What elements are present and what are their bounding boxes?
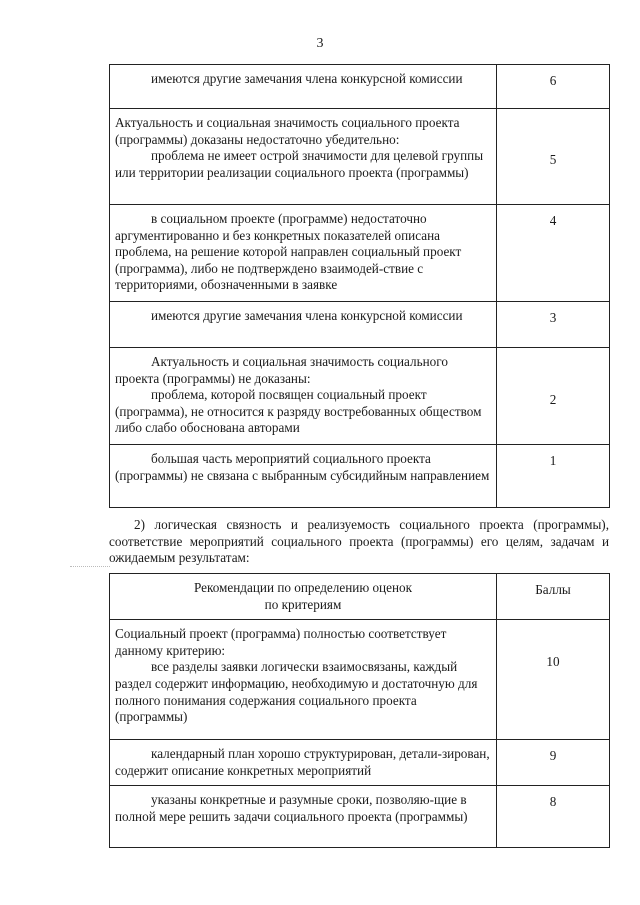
table-row <box>110 348 610 445</box>
criterion-paragraph: указаны конкретные и разумные сроки, позволяю-щие в полной мере решить задачи социального проекта (программы) <box>115 792 468 824</box>
score-value: 4 <box>497 205 610 302</box>
table-row <box>110 205 610 302</box>
criterion-text <box>110 205 497 302</box>
table-row <box>110 445 610 508</box>
criterion-text <box>110 445 497 508</box>
criteria-table-2 <box>109 573 610 848</box>
margin-mark <box>70 566 110 567</box>
criterion-paragraph: Актуальность и социальная значимость социального проекта (программы) не доказаны: <box>115 354 448 386</box>
score-value: 5 <box>497 109 610 205</box>
criterion-paragraph: календарный план хорошо структурирован, детали-зирован, содержит описание конкретных мероприятий <box>115 746 490 778</box>
score-value: 9 <box>497 740 610 786</box>
table-header-row <box>110 574 610 620</box>
criterion-paragraph: проблема, которой посвящен социальный проект (программа), не относится к разряду востребованных обществом либо слабо обоснована авторами <box>115 387 482 436</box>
criterion-intro-text: 2) логическая связность и реализуемость социального проекта (программы), соответствие мероприятий социального проекта (программы) его целям, задачам и ожидаемым результатам: <box>109 517 609 566</box>
score-value: 2 <box>497 348 610 445</box>
table-row <box>110 740 610 786</box>
score-value: 8 <box>497 786 610 848</box>
criteria-table-1 <box>109 64 610 508</box>
score-value: 1 <box>497 445 610 508</box>
criterion-text <box>110 302 497 348</box>
page-number: 3 <box>316 36 324 51</box>
criterion-paragraph: проблема не имеет острой значимости для целевой группы или территории реализации социального проекта (программы) <box>115 148 484 180</box>
criterion-paragraph: имеются другие замечания члена конкурсной комиссии <box>151 71 463 86</box>
score-value: 6 <box>497 65 610 109</box>
score-value: 10 <box>497 620 610 740</box>
criterion-paragraph: все разделы заявки логически взаимосвязаны, каждый раздел содержит информацию, необходимую и достаточную для полного понимания содержания социального проекта (программы) <box>115 659 478 725</box>
criterion-paragraph: Социальный проект (программа) полностью соответствует данному критерию: <box>115 626 447 658</box>
table-row <box>110 65 610 109</box>
criterion-text <box>110 740 497 786</box>
criterion-paragraph: Актуальность и социальная значимость социального проекта (программы) доказаны недостаточно убедительно: <box>115 115 460 147</box>
table-row <box>110 109 610 205</box>
table-row <box>110 786 610 848</box>
score-value: 3 <box>497 302 610 348</box>
criterion-text <box>110 348 497 445</box>
table-row <box>110 302 610 348</box>
criterion-text <box>110 109 497 205</box>
criterion-text <box>110 65 497 109</box>
criterion-paragraph: имеются другие замечания члена конкурсной комиссии <box>151 308 463 323</box>
header-recommendations: Рекомендации по определению оценок по критериям <box>110 574 497 620</box>
table-row <box>110 620 610 740</box>
criterion-text <box>110 786 497 848</box>
criterion-text <box>110 620 497 740</box>
criterion-paragraph: в социальном проекте (программе) недостаточно аргументированно и без конкретных показателей описана проблема, на решение которой направлен социальный проект (программа), либо не подтверждено взаимодей-ствие с территориями, обозначенными в заявке <box>115 211 462 293</box>
header-score: Баллы <box>497 574 610 620</box>
criterion-paragraph: большая часть мероприятий социального проекта (программы) не связана с выбранным субсидийным направлением <box>115 451 490 483</box>
